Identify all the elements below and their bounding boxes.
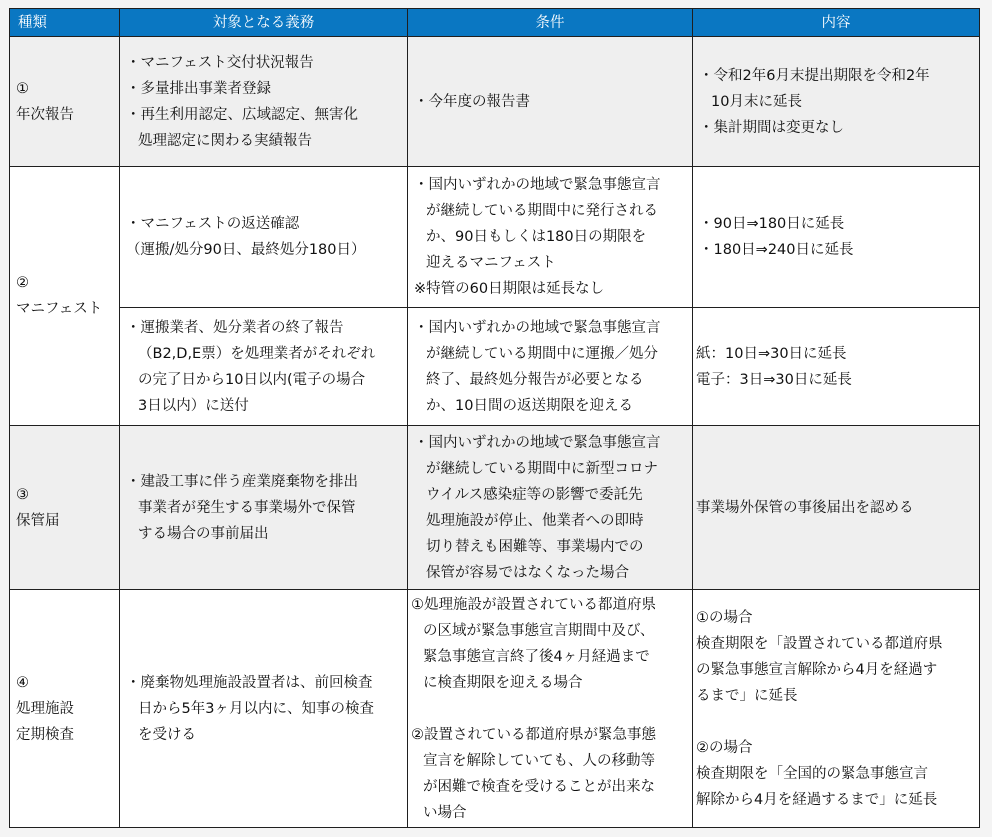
header-condition: 条件 [408,9,693,37]
condition-line: ②設置されている都道府県が緊急事態 [411,726,656,743]
condition-cell [408,590,693,828]
condition-line: 宣言を解除していても、人の移動等 [423,752,655,769]
type-number: ④ [16,674,29,691]
content-line: ②の場合 [696,739,753,756]
duty-line: （B2,D,E票）を処理業者がそれぞれ [138,345,376,362]
content-line: 10月末に延長 [711,93,802,110]
type-cell [10,426,120,590]
duty-line: 事業者が発生する事業場外で保管 [138,499,356,516]
content-cell [693,426,980,590]
condition-line: ・今年度の報告書 [414,93,530,110]
content-line: ・令和2年6月末提出期限を令和2年 [699,67,930,84]
type-label: マニフェスト [16,301,103,317]
condition-cell [408,426,693,590]
duty-line: の完了日から10日以内(電子の場合 [138,371,366,388]
condition-line: が継続している期間中に発行される [426,203,658,219]
content-line: 解除から4月を経過するまで」に延長 [696,791,938,808]
content-line: 電子：3日⇒30日に延長 [696,371,852,388]
condition-cell [408,167,693,308]
type-cell [10,167,120,426]
duty-cell [120,426,408,590]
duty-cell [120,590,408,828]
duty-line: 日から5年3ヶ月以内に、知事の検査 [138,700,374,717]
duty-cell [120,308,408,426]
spacer [696,709,973,735]
condition-line: 保管が容易ではなくなった場合 [426,564,629,581]
condition-line: ・国内いずれかの地域で緊急事態宣言 [414,319,661,336]
header-type: 種類 [10,9,120,37]
table-row [10,37,980,167]
content-line: ・90日⇒180日に延長 [699,216,845,232]
duty-cell [120,167,408,308]
table-row [10,308,980,426]
content-line: ・180日⇒240日に延長 [699,242,854,258]
type-number: ② [16,275,29,291]
type-number: ③ [16,486,29,503]
type-label: 保管届 [16,512,60,529]
table-row [10,167,980,308]
type-label: 年次報告 [16,106,74,123]
condition-line: の区域が緊急事態宣言期間中及び、 [423,622,655,639]
type-number: ① [16,80,29,97]
duty-line: ・マニフェストの返送確認 [126,216,300,232]
condition-line: 緊急事態宣言終了後4ヶ月経過まで [423,648,650,665]
condition-line: か、10日間の返送期限を迎える [426,397,633,414]
content-line: 検査期限を「設置されている都道府県 [696,635,943,652]
table-row [10,426,980,590]
duty-line: 3日以内）に送付 [138,397,249,414]
spacer [411,696,686,722]
duty-line: ・運搬業者、処分業者の終了報告 [126,319,344,336]
duty-line: ・多量排出事業者登録 [126,80,271,97]
duty-line: （運搬/処分90日、最終処分180日） [126,242,366,258]
duty-line: ・建設工事に伴う産業廃棄物を排出 [126,473,358,490]
content-line: ①の場合 [696,609,753,626]
condition-cell [408,308,693,426]
condition-line: ・国内いずれかの地域で緊急事態宣言 [414,434,661,451]
condition-line: 処理施設が停止、他業者への即時 [426,512,644,529]
condition-line: が継続している期間中に運搬／処分 [426,345,658,362]
type-cell [10,37,120,167]
type-cell [10,590,120,828]
condition-line: ①処理施設が設置されている都道府県 [411,596,656,613]
condition-line: か、90日もしくは180日の期限を [426,229,647,245]
condition-cell [408,37,693,167]
condition-line: に検査期限を迎える場合 [423,674,583,691]
condition-line: ・国内いずれかの地域で緊急事態宣言 [414,177,661,193]
obligation-table [9,8,980,828]
header-duty: 対象となる義務 [120,9,408,37]
type-label: 定期検査 [16,726,74,743]
content-cell [693,590,980,828]
type-label: 処理施設 [16,700,74,717]
condition-note: ※特管の60日期限は延長なし [414,281,605,297]
duty-line: する場合の事前届出 [138,525,269,542]
content-cell [693,37,980,167]
content-cell [693,308,980,426]
content-line: るまで」に延長 [696,687,798,704]
condition-line: が困難で検査を受けることが出来な [423,778,655,795]
condition-line: ウイルス感染症等の影響で委託先 [426,486,643,503]
duty-line: ・廃棄物処理施設設置者は、前回検査 [126,674,373,691]
content-line: 紙：10日⇒30日に延長 [696,345,847,362]
content-line: の緊急事態宣言解除から4月を経過す [696,661,938,678]
duty-line: ・マニフェスト交付状況報告 [126,54,314,71]
condition-line: 迎えるマニフェスト [426,255,556,271]
condition-line: 終了、最終処分報告が必要となる [426,371,644,388]
duty-cell [120,37,408,167]
content-line: ・集計期間は変更なし [699,119,844,136]
header-content: 内容 [693,9,980,37]
duty-line: を受ける [138,726,196,743]
content-line: 検査期限を「全国的の緊急事態宣言 [696,765,928,782]
duty-line: ・再生利用認定、広域認定、無害化 [126,106,358,123]
condition-line: 切り替えも困難等、事業場内での [426,538,644,555]
table-header-row [10,9,980,37]
condition-line: い場合 [423,804,467,821]
content-line: 事業場外保管の事後届出を認める [696,499,914,516]
table-row [10,590,980,828]
content-cell [693,167,980,308]
condition-line: が継続している期間中に新型コロナ [426,460,658,477]
duty-line: 処理認定に関わる実績報告 [138,132,312,149]
